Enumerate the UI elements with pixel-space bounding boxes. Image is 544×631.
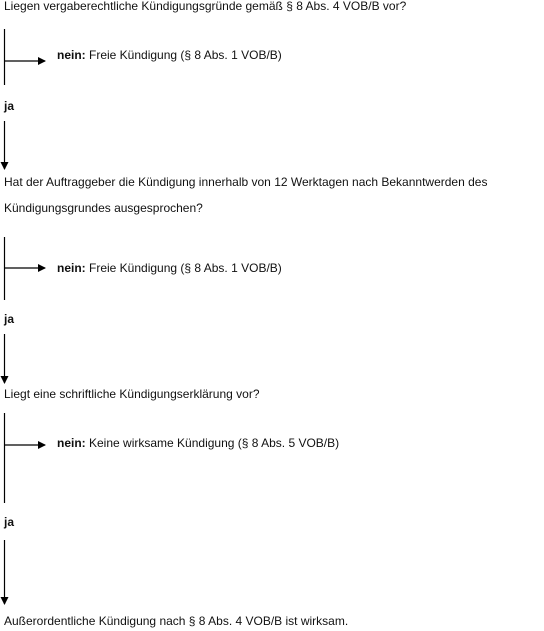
branch-3-label: nein:	[57, 436, 86, 450]
branch-3	[57, 435, 339, 451]
branch-2-label: nein:	[57, 261, 86, 275]
branch-2-text: Freie Kündigung (§ 8 Abs. 1 VOB/B)	[85, 261, 282, 275]
branch-1-label: nein:	[57, 48, 86, 62]
question-2-line-1: Hat der Auftraggeber die Kündigung innerhalb von 12 Werktagen nach Bekanntwerden des	[4, 175, 488, 189]
branch-1	[57, 47, 282, 63]
yes-label-3: ja	[4, 515, 15, 529]
question-2-line-2: Kündigungsgrundes ausgesprochen?	[4, 201, 203, 215]
result-statement: Außerordentliche Kündigung nach § 8 Abs. 4 VOB/B ist wirksam.	[4, 614, 349, 628]
question-3: Liegt eine schriftliche Kündigungserklärung vor?	[4, 387, 260, 401]
branch-2	[57, 260, 282, 276]
branch-3-text: Keine wirksame Kündigung (§ 8 Abs. 5 VOB/B)	[85, 436, 340, 450]
question-1: Liegen vergaberechtliche Kündigungsgründe gemäß § 8 Abs. 4 VOB/B vor?	[4, 0, 407, 13]
yes-label-1: ja	[4, 99, 15, 113]
branch-1-text: Freie Kündigung (§ 8 Abs. 1 VOB/B)	[85, 48, 282, 62]
yes-label-2: ja	[4, 312, 15, 326]
